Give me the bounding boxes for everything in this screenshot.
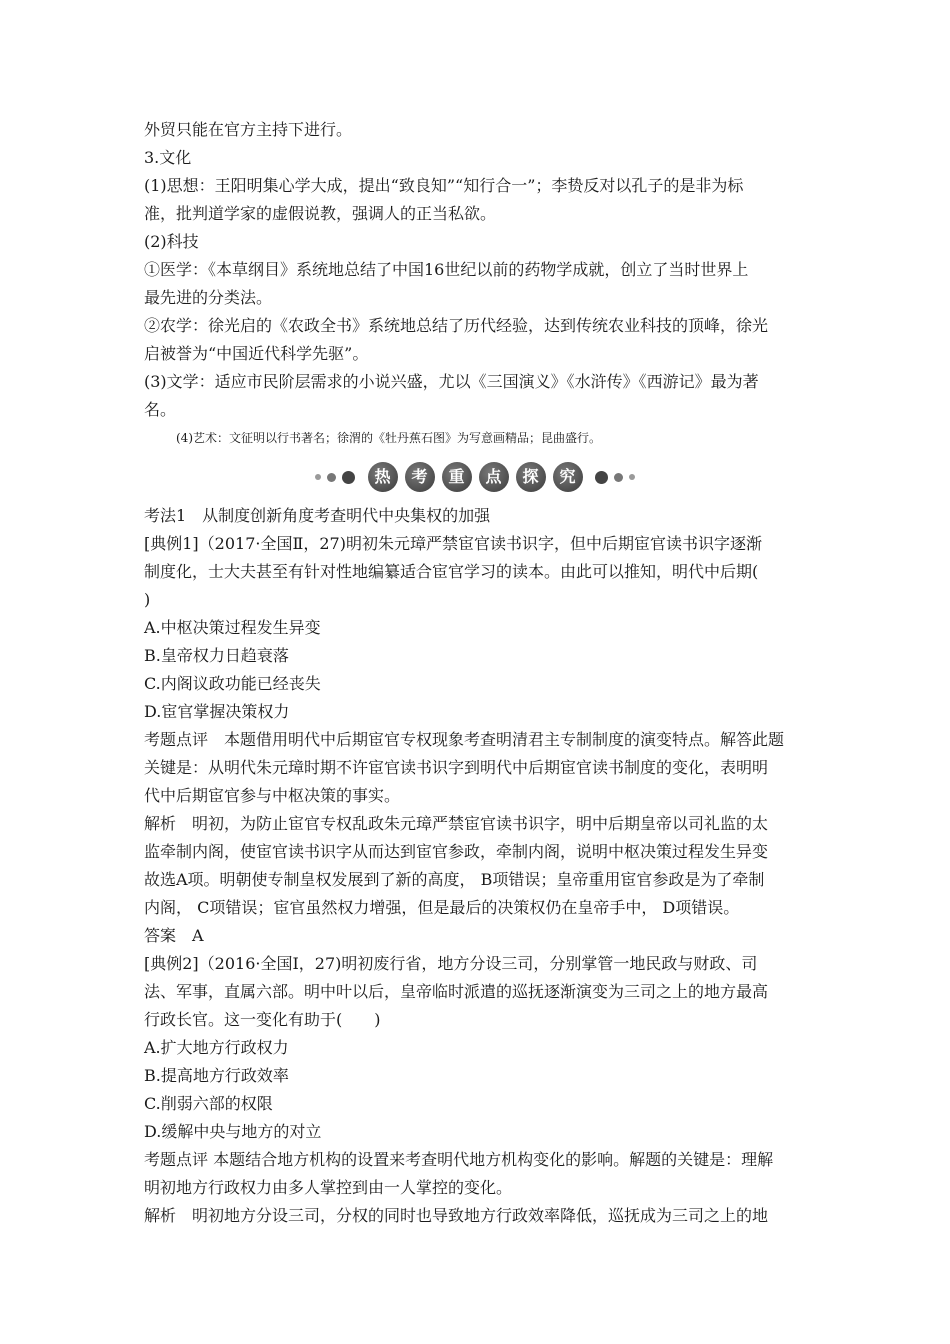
banner-dot-icon (315, 474, 321, 480)
analysis-text: 监牵制内阁，使宦官读书识字从而达到宦官参政，牵制内阁，说明中枢决策过程发生异变 (144, 842, 769, 861)
analysis-text: 解析 明初地方分设三司，分权的同时也导致地方行政效率降低，巡抚成为三司之上的地 (144, 1206, 769, 1225)
option-c: C.削弱六部的权限 (144, 1094, 273, 1113)
banner-char: 究 (553, 462, 583, 492)
text-line: 名。 (144, 400, 177, 419)
example-text: 法、军事，直属六部。明中叶以后，皇帝临时派遣的巡抚逐渐演变为三司之上的地方最高 (144, 982, 769, 1001)
text-line: ②农学：徐光启的《农政全书》系统地总结了历代经验，达到传统农业科技的顶峰，徐光 (144, 316, 769, 335)
option-a: A.中枢决策过程发生异变 (144, 618, 321, 637)
example-text: 行政长官。这一变化有助于( ) (144, 1010, 381, 1029)
banner-dot-icon (342, 471, 355, 484)
text-line: (3)文学：适应市民阶层需求的小说兴盛，尤以《三国演义》《水浒传》《西游记》最为著 (144, 372, 759, 391)
analysis-text: 解析 明初，为防止宦官专权乱政朱元璋严禁宦官读书识字，明中后期皇帝以司礼监的太 (144, 814, 769, 833)
banner-char: 考 (405, 462, 435, 492)
method-heading: 考法1 从制度创新角度考查明代中央集权的加强 (144, 506, 491, 525)
banner-dot-icon (327, 473, 336, 482)
option-a: A.扩大地方行政权力 (144, 1038, 289, 1057)
banner-char: 点 (479, 462, 509, 492)
subsection-heading: (2)科技 (144, 232, 199, 251)
text-line: 启被誉为“中国近代科学先驱”。 (144, 344, 369, 363)
option-b: B.提高地方行政效率 (144, 1066, 289, 1085)
analysis-text: 故选A项。明朝使专制皇权发展到了新的高度， B项错误；皇帝重用宦官参政是为了牵制 (144, 870, 765, 889)
commentary-text: 明初地方行政权力由多人掌控到由一人掌控的变化。 (144, 1178, 513, 1197)
banner-char: 重 (442, 462, 472, 492)
banner-dot-icon (629, 474, 635, 480)
example-text: ) (144, 590, 151, 609)
text-line: 最先进的分类法。 (144, 288, 273, 307)
option-d: D.宦官掌握决策权力 (144, 702, 290, 721)
commentary-text: 考题点评 本题结合地方机构的设置来考查明代地方机构变化的影响。解题的关键是：理解 (144, 1150, 774, 1169)
banner-dot-icon (614, 473, 623, 482)
example-text: 制度化，士大夫甚至有针对性地编纂适合宦官学习的读本。由此可以推知，明代中后期( (144, 562, 759, 581)
example-text: [典例2]（2016·全国Ⅰ，27)明初废行省，地方分设三司，分别掌管一地民政与财政、司 (144, 954, 758, 973)
text-line: 外贸只能在官方主持下进行。 (144, 120, 353, 139)
banner-char: 探 (516, 462, 546, 492)
option-d: D.缓解中央与地方的对立 (144, 1122, 322, 1141)
section-heading: 3.文化 (144, 148, 192, 167)
option-c: C.内阁议政功能已经丧失 (144, 674, 321, 693)
banner-char: 热 (368, 462, 398, 492)
text-line: 准，批判道学家的虚假说教，强调人的正当私欲。 (144, 204, 497, 223)
option-b: B.皇帝权力日趋衰落 (144, 646, 289, 665)
commentary-text: 关键是：从明代朱元璋时期不许宦官读书识字到明代中后期宦官读书制度的变化，表明明 (144, 758, 769, 777)
answer-text: 答案 A (144, 926, 204, 945)
commentary-text: 考题点评 本题借用明代中后期宦官专权现象考查明清君主专制制度的演变特点。解答此题 (144, 730, 785, 749)
text-line: (1)思想：王阳明集心学大成，提出“致良知”“知行合一”；李贽反对以孔子的是非为标 (144, 176, 744, 195)
banner-dot-icon (595, 471, 608, 484)
example-text: [典例1]（2017·全国Ⅱ，27)明初朱元璋严禁宦官读书识字，但中后期宦官读书识字逐渐 (144, 534, 762, 553)
section-banner (0, 459, 950, 495)
text-line: ①医学：《本草纲目》系统地总结了中国16世纪以前的药物学成就，创立了当时世界上 (144, 260, 749, 279)
commentary-text: 代中后期宦官参与中枢决策的事实。 (144, 786, 401, 805)
analysis-text: 内阁， C项错误；宦官虽然权力增强，但是最后的决策权仍在皇帝手中， D项错误。 (144, 898, 740, 917)
text-line: (4)艺术：文征明以行书著名；徐渭的《牡丹蕉石图》为写意画精品；昆曲盛行。 (176, 431, 602, 445)
